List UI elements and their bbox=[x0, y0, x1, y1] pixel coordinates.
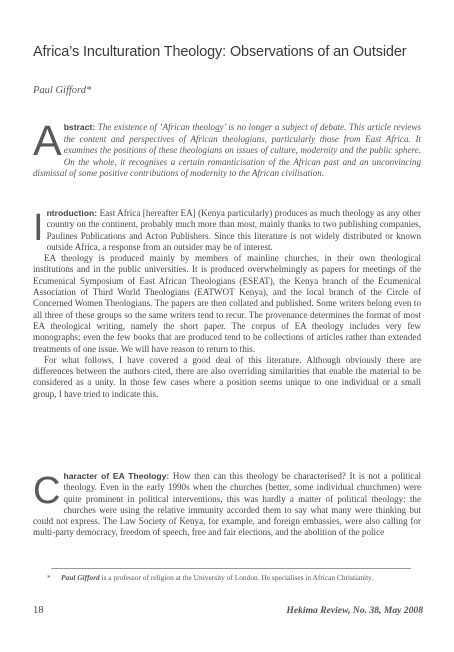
character-label: haracter of EA Theology: bbox=[63, 471, 170, 481]
footnote-author: Paul Gifford bbox=[61, 573, 100, 582]
footnote-mark: * bbox=[47, 573, 51, 582]
introduction-label: ntroduction: bbox=[46, 208, 98, 218]
abstract-text: The existence of ‘African theology’ is no longer a subject of debate. This article reviews the content and perspectives of African theologians, particularly those from East Africa. It examines the positions of these theologians on issues of culture, modernity and the public sphere. On the whole, it recognises a certain romanticisation of the African past and an unconvincing dismissal of some positive contributions of modernity to the African civilisation. bbox=[33, 122, 421, 179]
footnote-body: is a professor of religion at the University of London. He specialises in African Christianity. bbox=[99, 573, 374, 582]
body-paragraph: For what follows, I have covered a good deal of this literature. Although obviously there are differences between the authors cited, there are also overriding similarities that enable the material to be considered as a unity. In those few cases where a position seems unique to one individual or a small group, I have tried to indicate this. bbox=[33, 354, 421, 399]
page bbox=[33, 0, 423, 652]
introduction-text: East Africa [hereafter EA] (Kenya particularly) produces as much theology as any other country on the continent, probably much more than most, mainly thanks to two publishing companies, Paulines Publications and Acton Publishers. Since this literature is not widely distributed or known outside Africa, a response from an outsider may be of interest. bbox=[46, 208, 421, 252]
abstract-dropcap: A bbox=[33, 117, 62, 165]
body-paragraph: EA theology is produced mainly by members of mainline churches, in their own theological institutions and in the public universities. It is produced overwhelmingly as papers for meetings of the Ecumenical Symposium of East African Theologians (ESEAT), the Kenya branch of the Ecumenical Association of Third World Theologians (EATWOT Kenya), and the local branch of the Circle of Concerned Women Theologians. The papers are then collated and published. Some writers belong even to all three of these groups so the same writers tend to recur. The provenance determines the format of most EA theological writing, namely the short paper. The corpus of EA theology includes very few monographs; even the few books that are produced tend to be collections of articles rather than extended treatments of one issue. We will have reason to return to this. bbox=[33, 253, 421, 354]
introduction-dropcap: I bbox=[33, 207, 44, 249]
character-paragraph bbox=[33, 471, 421, 539]
character-section bbox=[33, 471, 421, 539]
introduction-paragraph bbox=[33, 208, 421, 253]
footnote-text bbox=[51, 573, 411, 582]
introduction-section bbox=[33, 208, 421, 400]
article-title: Africa’s Inculturation Theology: Observations of an Outsider bbox=[33, 44, 407, 60]
character-text: How then can this theology be characterised? It is not a political theology. Even in the early 1990s when the churches (better, some individual churchmen) were quite prominent in political interventions, this was hardly a matter of political theology: the churches were using the relative immunity accorded them to say what many were thinking but could not express. The Law Society of Kenya, for example, and foreign embassies, were also calling for multi-party democracy, freedom of speech, free and fair elections, and the abolition of the police bbox=[33, 471, 422, 538]
character-dropcap: C bbox=[33, 470, 61, 512]
author-name: Paul Gifford* bbox=[33, 85, 92, 96]
journal-citation: Hekima Review, No. 38, May 2008 bbox=[286, 605, 423, 616]
abstract bbox=[33, 117, 421, 180]
footnote bbox=[47, 568, 411, 582]
abstract-label: bstract: bbox=[63, 122, 96, 132]
page-number: 18 bbox=[33, 605, 44, 616]
